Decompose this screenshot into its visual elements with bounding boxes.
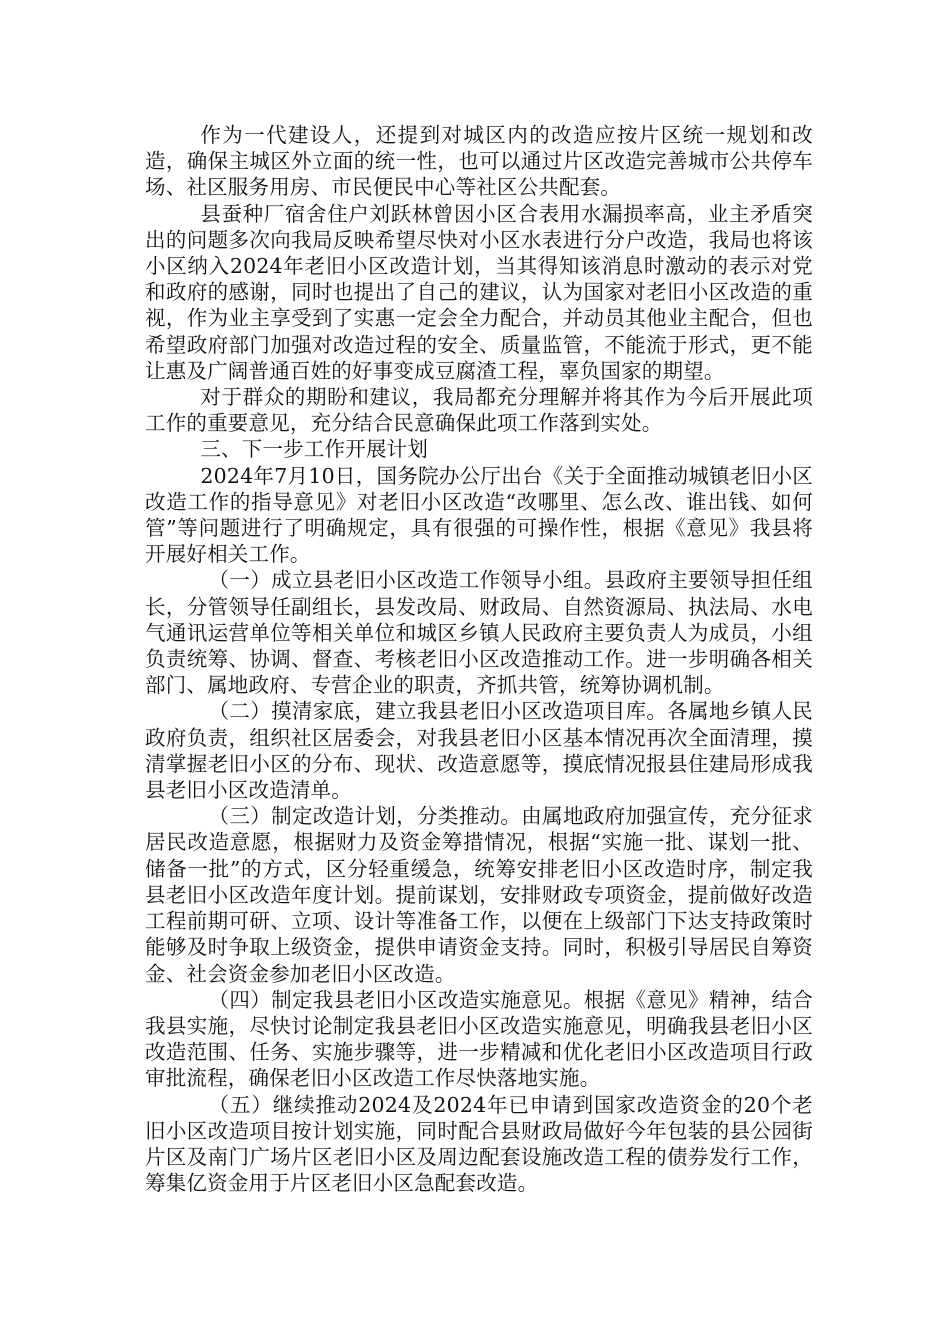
paragraph-planning-suggestion: 作为一代建设人，还提到对城区内的改造应按片区统一规划和改造，确保主城区外立面的统一性，也可以通过片区改造完善城市公共停车场、社区服务用房、市民便民中心等社区公共配套。 — [145, 123, 813, 200]
paragraph-item-2-project-library: （二）摸清家底，建立我县老旧小区改造项目库。各属地乡镇人民政府负责，组织社区居委会，对我县老旧小区基本情况再次全面清理，摸清掌握老旧小区的分布、现状、改造意愿等，摸底情况报县住建局形成我县老旧小区改造清单。 — [145, 699, 813, 803]
paragraph-item-4-implementation-opinion: （四）制定我县老旧小区改造实施意见。根据《意见》精神，结合我县实施，尽快讨论制定我县老旧小区改造实施意见，明确我县老旧小区改造范围、任务、实施步骤等，进一步精减和优化老旧小区改造项目行政审批流程，确保老旧小区改造工作尽快落地实施。 — [145, 987, 813, 1091]
paragraph-item-5-continue-projects: （五）继续推动2024及2024年已申请到国家改造资金的20个老旧小区改造项目按计划实施，同时配合县财政局做好今年包装的县公园街片区及南门广场片区老旧小区及周边配套设施改造工程的债券发行工作，筹集亿资金用于片区老旧小区急配套改造。 — [145, 1092, 813, 1196]
paragraph-bureau-response: 对于群众的期盼和建议，我局都充分理解并将其作为今后开展此项工作的重要意见，充分结合民意确保此项工作落到实处。 — [145, 385, 813, 436]
paragraph-state-council-guidance: 2024年7月10日，国务院办公厅出台《关于全面推动城镇老旧小区改造工作的指导意见》对老旧小区改造“改哪里、怎么改、谁出钱、如何管”等问题进行了明确规定，具有很强的可操作性，根据《意见》我县将开展好相关工作。 — [145, 463, 813, 567]
paragraph-item-3-renovation-plan: （三）制定改造计划，分类推动。由属地政府加强宣传，充分征求居民改造意愿，根据财力及资金筹措情况，根据“实施一批、谋划一批、储备一批”的方式，区分轻重缓急，统筹安排老旧小区改造时序，制定我县老旧小区改造年度计划。提前谋划，安排财政专项资金，提前做好改造工程前期可研、立项、设计等准备工作，以便在上级部门下达支持政策时能够及时争取上级资金，提供申请资金支持。同时，积极引导居民自筹资金、社会资金参加老旧小区改造。 — [145, 804, 813, 986]
document-body — [145, 122, 813, 1196]
paragraph-item-1-leading-group: （一）成立县老旧小区改造工作领导小组。县政府主要领导担任组长，分管领导任副组长，县发改局、财政局、自然资源局、执法局、水电气通讯运营单位等相关单位和城区乡镇人民政府主要负责人为成员，小组负责统筹、协调、督查、考核老旧小区改造推动工作。进一步明确各相关部门、属地政府、专营企业的职责，齐抓共管，统筹协调机制。 — [145, 568, 813, 698]
paragraph-resident-feedback: 县蚕种厂宿舍住户刘跃林曾因小区合表用水漏损率高，业主矛盾突出的问题多次向我局反映希望尽快对小区水表进行分户改造，我局也将该小区纳入2024年老旧小区改造计划，当其得知该消息时激动的表示对党和政府的感谢，同时也提出了自己的建议，认为国家对老旧小区改造的重视，作为业主享受到了实惠一定会全力配合，并动员其他业主配合，但也希望政府部门加强对改造过程的安全、质量监管，不能流于形式，更不能让惠及广阔普通百姓的好事变成豆腐渣工程，辜负国家的期望。 — [145, 201, 813, 383]
section-heading-next-steps: 三、下一步工作开展计划 — [200, 437, 429, 462]
